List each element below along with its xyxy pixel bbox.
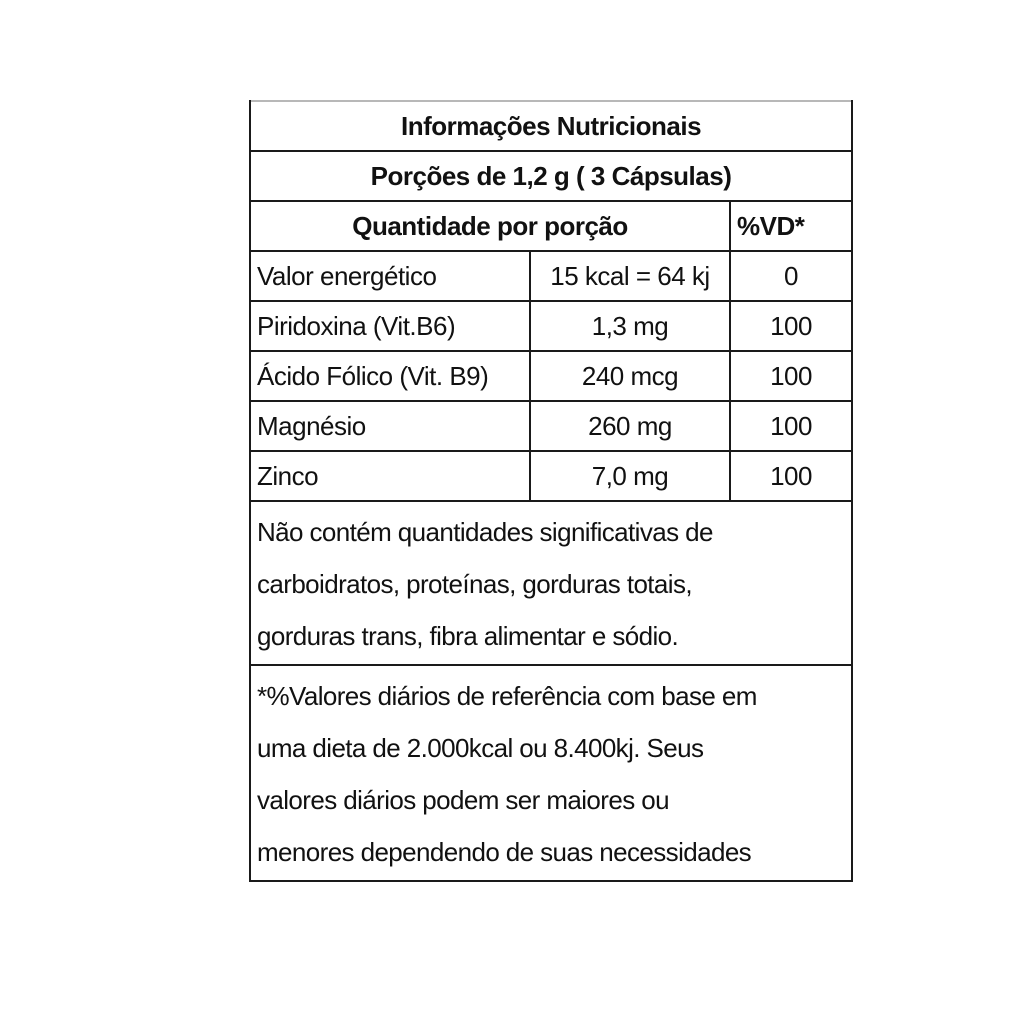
table-row	[250, 251, 852, 301]
table-row	[250, 351, 852, 401]
footnote-line: valores diários podem ser maiores ou	[257, 785, 669, 815]
nutrient-name: Magnésio	[250, 401, 530, 451]
dv-header: %VD*	[730, 201, 852, 251]
nutrient-amount: 260 mg	[530, 401, 730, 451]
nutrient-amount: 240 mcg	[530, 351, 730, 401]
nutrition-facts-table	[249, 100, 853, 882]
table-row	[250, 301, 852, 351]
nutrient-dv: 100	[730, 451, 852, 501]
title-row	[250, 101, 852, 151]
note-line: gorduras trans, fibra alimentar e sódio.	[257, 621, 679, 651]
table-row	[250, 451, 852, 501]
non-significant-note	[250, 501, 852, 665]
nutrient-amount: 7,0 mg	[530, 451, 730, 501]
note-line: Não contém quantidades significativas de	[257, 517, 713, 547]
nutrient-name: Piridoxina (Vit.B6)	[250, 301, 530, 351]
nutrient-dv: 100	[730, 351, 852, 401]
footnote-line: uma dieta de 2.000kcal ou 8.400kj. Seus	[257, 733, 704, 763]
nutrient-dv: 100	[730, 301, 852, 351]
table-title: Informações Nutricionais	[250, 101, 852, 151]
serving-row	[250, 151, 852, 201]
footnote-row	[250, 665, 852, 881]
footnote-line: menores dependendo de suas necessidades	[257, 837, 752, 867]
serving-size: Porções de 1,2 g ( 3 Cápsulas)	[250, 151, 852, 201]
note-row	[250, 501, 852, 665]
footnote-line: *%Valores diários de referência com base em	[257, 681, 757, 711]
note-line: carboidratos, proteínas, gorduras totais,	[257, 569, 692, 599]
nutrient-name: Zinco	[250, 451, 530, 501]
nutrient-amount: 15 kcal = 64 kj	[530, 251, 730, 301]
column-header-row	[250, 201, 852, 251]
nutrient-name: Ácido Fólico (Vit. B9)	[250, 351, 530, 401]
nutrient-dv: 0	[730, 251, 852, 301]
nutrient-dv: 100	[730, 401, 852, 451]
quantity-header: Quantidade por porção	[250, 201, 730, 251]
nutrient-name: Valor energético	[250, 251, 530, 301]
table-row	[250, 401, 852, 451]
nutrient-amount: 1,3 mg	[530, 301, 730, 351]
daily-value-footnote	[250, 665, 852, 881]
